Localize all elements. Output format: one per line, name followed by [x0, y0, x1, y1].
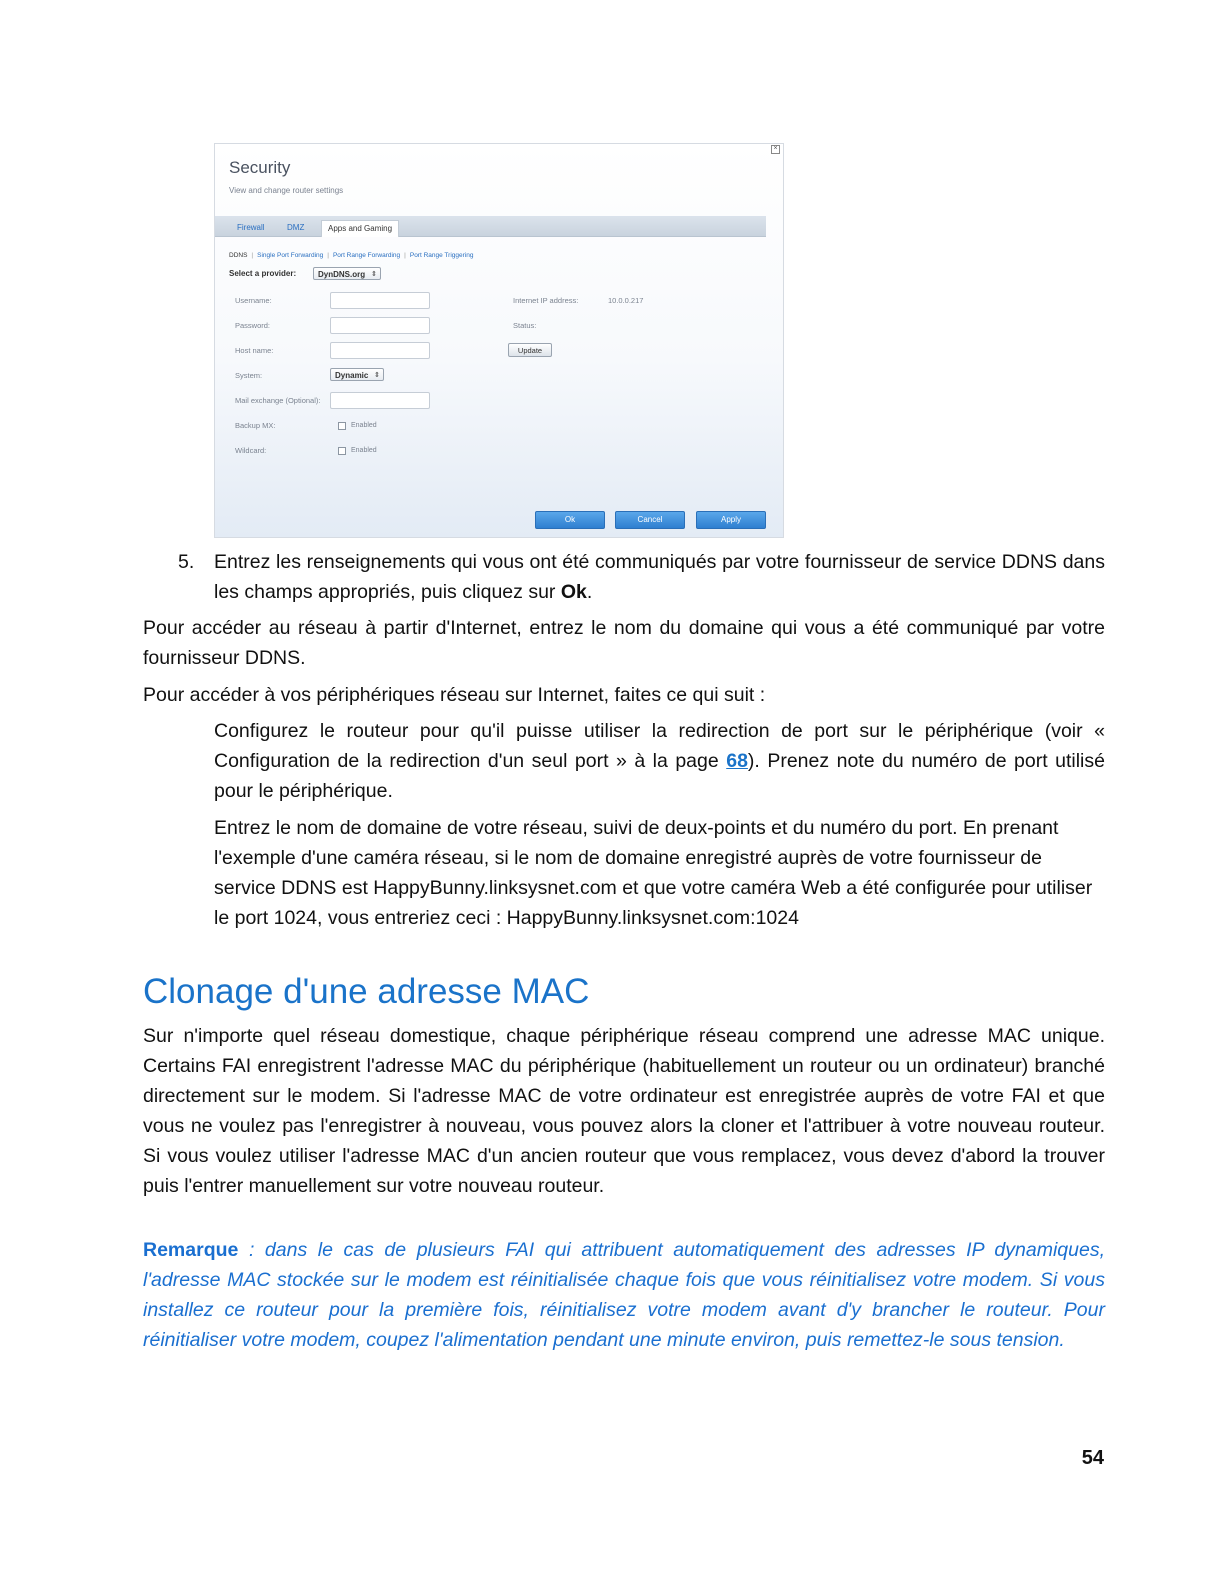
hostname-input[interactable] — [330, 342, 430, 359]
cancel-button[interactable]: Cancel — [615, 511, 685, 529]
subnav-single-port-forwarding[interactable]: Single Port Forwarding — [257, 252, 324, 259]
step-5-text: Entrez les renseignements qui vous ont été communiqués par votre fournisseur de service DDNS dans les champs appropriés, puis cliquez sur Ok. — [214, 551, 1105, 603]
note-text: : dans le cas de plusieurs FAI qui attribuent automatiquement des adresses IP dynamiques, l'adresse MAC stockée sur le modem est réinitialisée chaque fois que vous réinitialisez votre modem. Si vous installez ce routeur pour la première fois, réinitialisez votre modem avant d'y brancher le routeur. Pour réinitialiser votre modem, coupez l'alimentation pendant une minute environ, puis remettez-le sous tension. — [143, 1239, 1105, 1351]
system-value: Dynamic — [335, 371, 369, 380]
bullet-port-forwarding: Configurez le routeur pour qu'il puisse utiliser la redirection de port sur le périphérique (voir « Configuration de la redirection d'un seul port » à la page 68). Prenez note du numéro de port utilisé pour le périphérique. — [214, 720, 1105, 802]
paragraph-device-access: Pour accéder à vos périphériques réseau sur Internet, faites ce qui suit : — [143, 684, 766, 706]
mail-exchange-label: Mail exchange (Optional): — [235, 396, 321, 405]
internet-ip-label: Internet IP address: — [513, 296, 579, 305]
password-input[interactable] — [330, 317, 430, 334]
page-link-68[interactable]: 68 — [726, 750, 748, 772]
backup-mx-label: Backup MX: — [235, 421, 276, 430]
note-label: Remarque — [143, 1239, 239, 1261]
subnav-port-range-triggering[interactable]: Port Range Triggering — [409, 252, 474, 259]
tab-apps-and-gaming[interactable]: Apps and Gaming — [321, 220, 399, 237]
tab-dmz[interactable]: DMZ — [287, 223, 305, 232]
subnav-port-range-forwarding[interactable]: Port Range Forwarding — [332, 252, 401, 259]
update-button[interactable]: Update — [508, 343, 552, 357]
sub-navigation: DDNS | Single Port Forwarding | Port Range Forwarding | Port Range Triggering — [229, 252, 474, 259]
username-label: Username: — [235, 296, 272, 305]
step-5-body: Entrez les renseignements qui vous ont été communiqués par votre fournisseur de service DDNS dans les champs appropriés, puis cliquez sur — [214, 551, 1105, 603]
provider-label: Select a provider: — [229, 269, 297, 278]
wildcard-enabled-label: Enabled — [351, 447, 377, 454]
screenshot-subtitle: View and change router settings — [229, 186, 344, 195]
wildcard-checkbox[interactable] — [338, 447, 346, 455]
screenshot-title: Security — [229, 158, 291, 177]
system-label: System: — [235, 371, 263, 380]
close-icon[interactable]: × — [771, 145, 780, 154]
step-5-ok: Ok — [560, 581, 587, 603]
system-select[interactable] — [330, 368, 384, 381]
step-number: 5. — [178, 551, 195, 573]
paragraph-mac-clone: Sur n'importe quel réseau domestique, chaque périphérique réseau comprend une adresse MAC unique. Certains FAI enregistrent l'adresse MAC du périphérique (habituellement un routeur ou un ordinateur) branché directement sur le modem. Si l'adresse MAC de votre ordinateur est enregistrée auprès de votre FAI et que vous ne voulez pas l'enregistrer à nouveau, vous pouvez alors la cloner et l'attribuer à votre nouveau routeur. Si vous voulez utiliser l'adresse MAC d'un ancien routeur que vous remplacez, vous devez d'abord la trouver puis l'entrer manuellement sur votre nouveau routeur. — [143, 1025, 1105, 1197]
ok-button[interactable]: Ok — [535, 511, 605, 529]
backup-mx-enabled-label: Enabled — [351, 422, 377, 429]
backup-mx-checkbox[interactable] — [338, 422, 346, 430]
wildcard-label: Wildcard: — [235, 446, 267, 455]
paragraph-internet-access: Pour accéder au réseau à partir d'Internet, entrez le nom du domaine qui vous a été communiqué par votre fournisseur DDNS. — [143, 617, 1105, 669]
bullet-domain-name: Entrez le nom de domaine de votre réseau, suivi de deux-points et du numéro du port. En prenant l'exemple d'une caméra réseau, si le nom de domaine enregistré auprès de votre fournisseur de service DDNS est HappyBunny.linksysnet.com et que votre caméra Web a été configurée pour utiliser le port 1024, vous entreriez ceci : HappyBunny.linksysnet.com:1024 — [214, 817, 1093, 929]
hostname-label: Host name: — [235, 346, 274, 355]
provider-value: DynDNS.org — [318, 270, 366, 279]
page-number: 54 — [1081, 1447, 1104, 1469]
password-label: Password: — [235, 321, 271, 330]
internet-ip-value: 10.0.0.217 — [608, 296, 644, 305]
tab-bar — [215, 216, 766, 237]
username-input[interactable] — [330, 292, 430, 309]
section-heading: Clonage d'une adresse MAC — [143, 972, 590, 1011]
status-label: Status: — [513, 321, 537, 330]
select-arrows-icon: ⇕ — [374, 372, 380, 379]
provider-select[interactable] — [313, 267, 381, 280]
subnav-ddns[interactable]: DDNS — [229, 252, 248, 259]
mail-exchange-input[interactable] — [330, 392, 430, 409]
tab-firewall[interactable]: Firewall — [237, 223, 265, 232]
select-arrows-icon: ⇕ — [371, 271, 377, 278]
apply-button[interactable]: Apply — [696, 511, 766, 529]
router-settings-screenshot — [214, 143, 784, 538]
note-box — [143, 1235, 1105, 1355]
